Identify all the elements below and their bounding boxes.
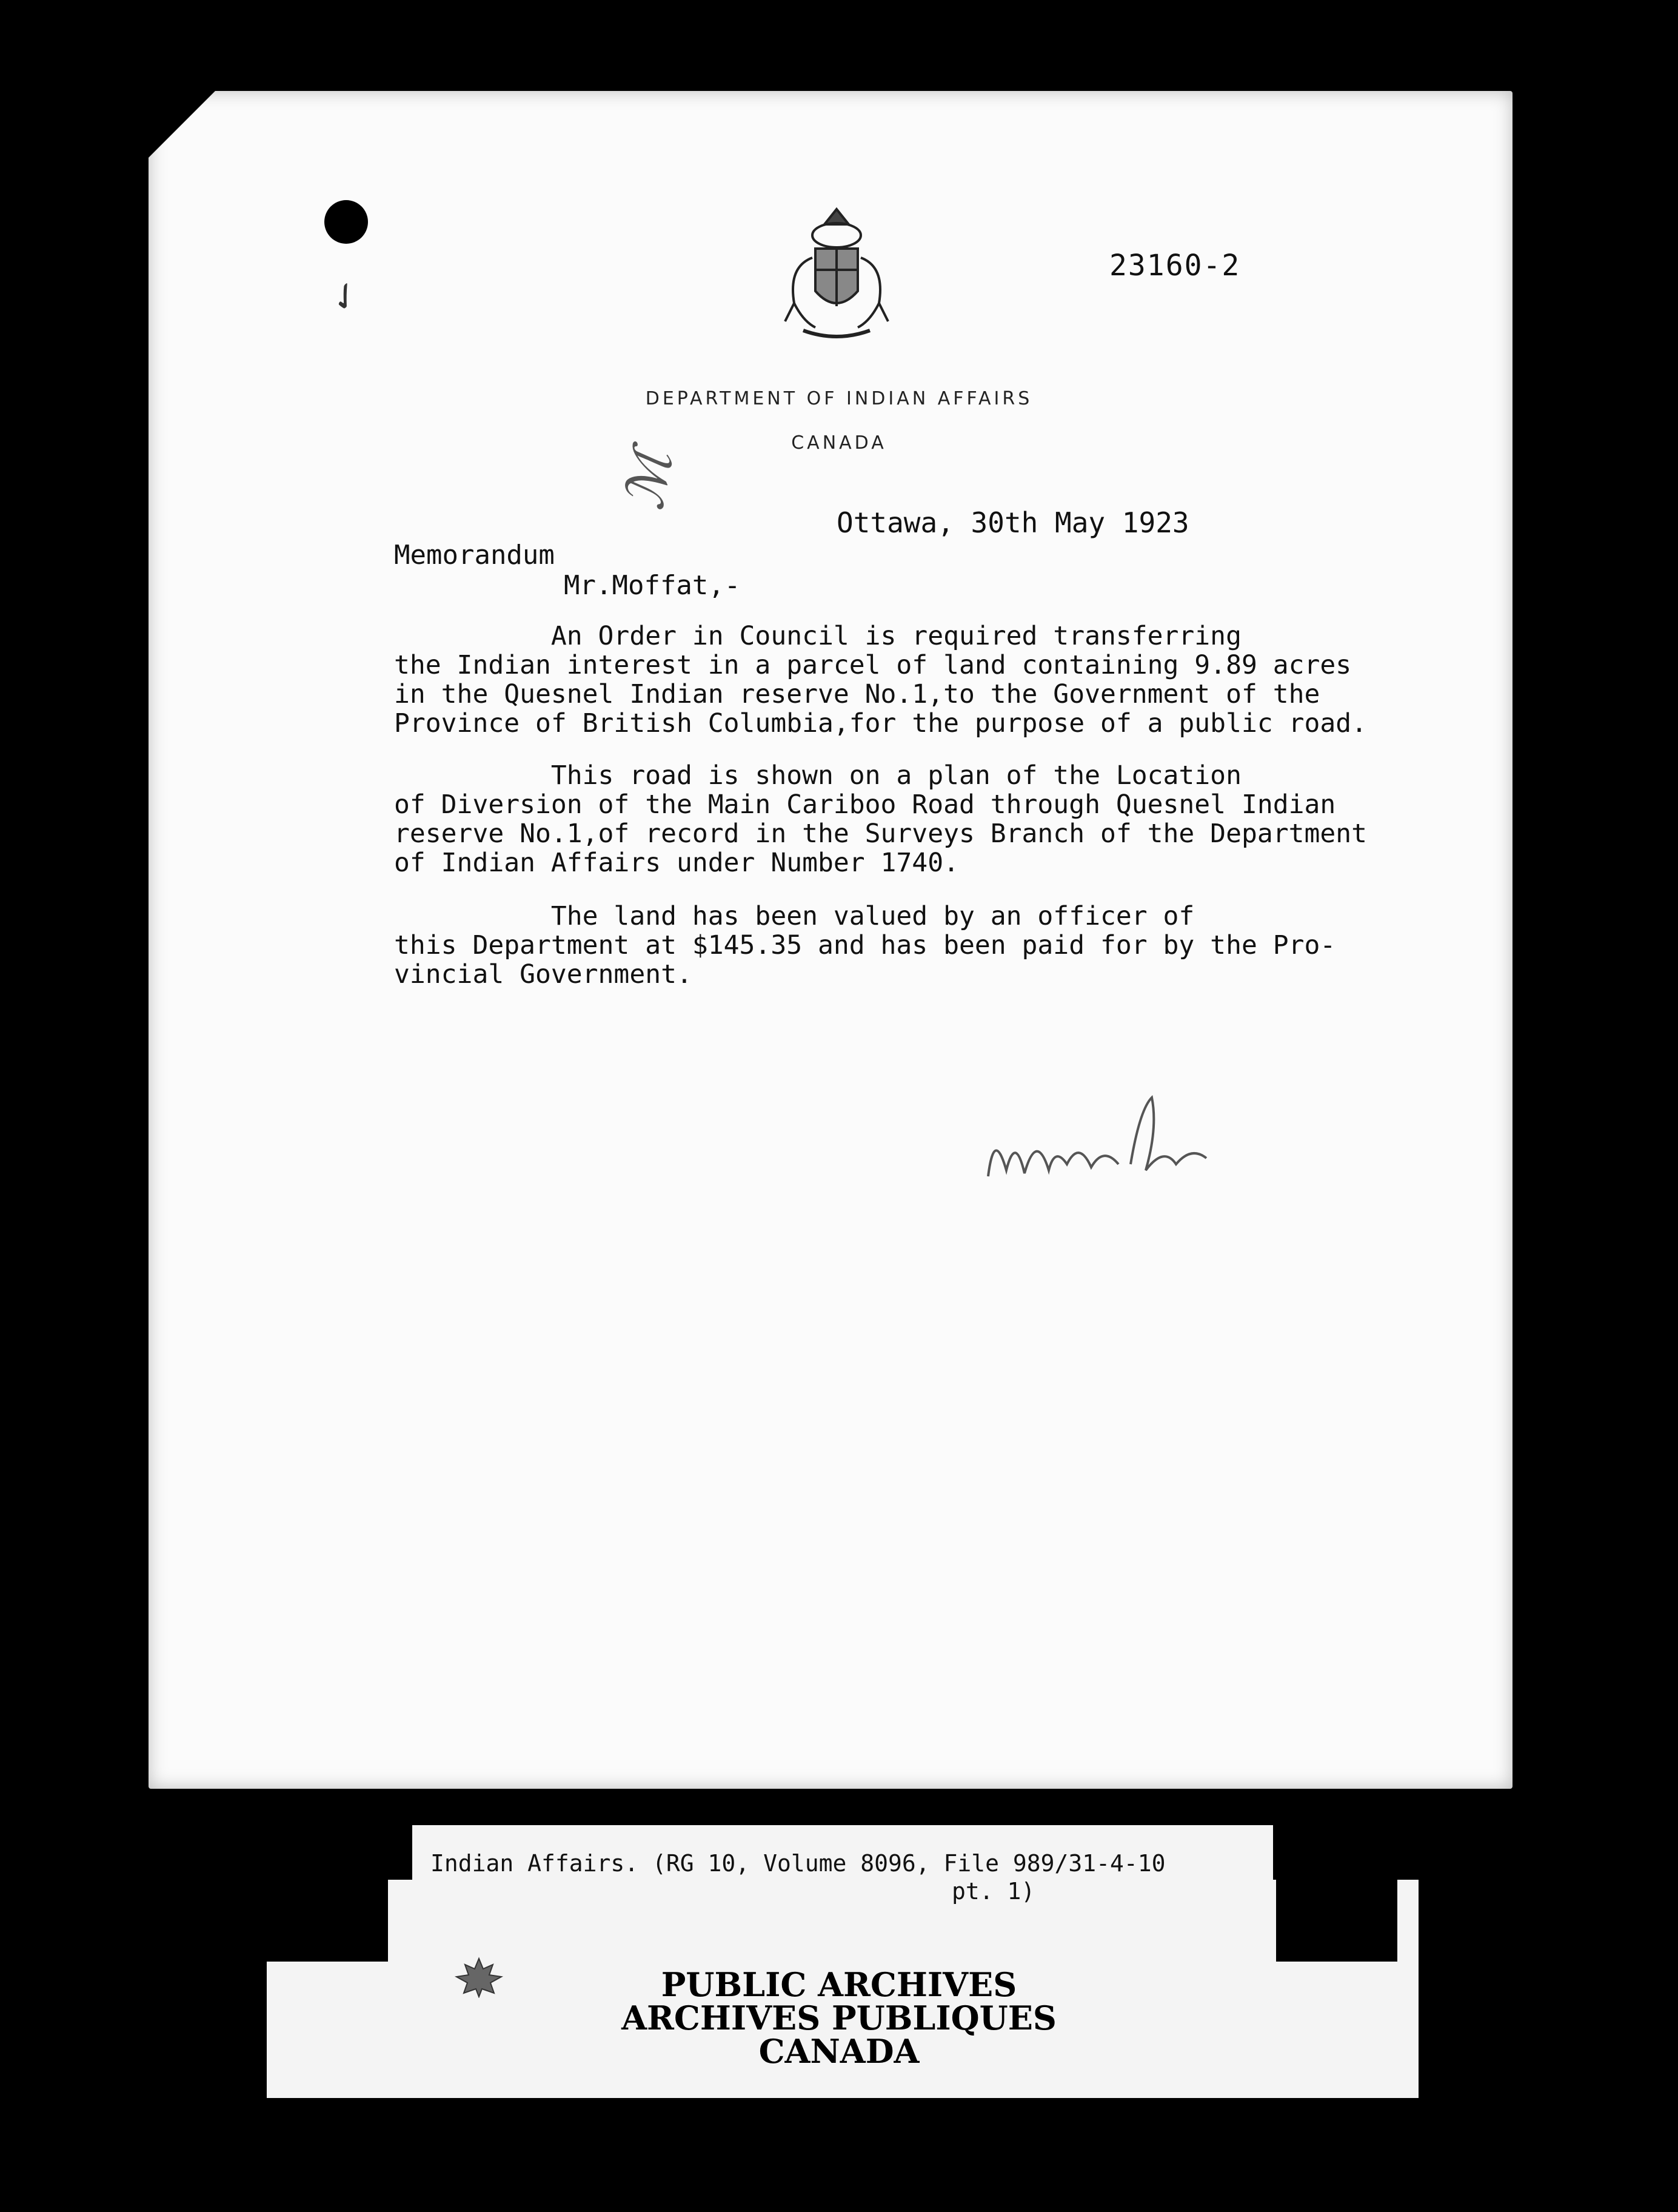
handwritten-initials: ℳ bbox=[612, 446, 686, 515]
citation-line: Indian Affairs. (RG 10, Volume 8096, File 989/31-4-10 bbox=[430, 1850, 1166, 1877]
band-notch bbox=[267, 1880, 388, 1962]
body-paragraph: An Order in Council is required transferring the Indian interest in a parcel of land containing 9.89 acres in the Quesnel Indian reserve No.1,to the Government of the Province of British Columbia,for the purpose of a public road. bbox=[394, 621, 1368, 739]
country-heading: CANADA bbox=[791, 432, 887, 454]
department-heading: DEPARTMENT OF INDIAN AFFAIRS bbox=[645, 388, 1033, 409]
addressee: Mr.Moffat,- bbox=[564, 570, 741, 601]
handwritten-signature bbox=[982, 1073, 1237, 1195]
archives-name-english: PUBLIC ARCHIVES bbox=[661, 1965, 1017, 2004]
archive-citation bbox=[430, 1849, 1267, 1905]
dateline: Ottawa, 30th May 1923 bbox=[837, 506, 1189, 539]
archives-name-french: ARCHIVES PUBLIQUES bbox=[621, 1999, 1057, 2037]
coat-of-arms-icon bbox=[770, 200, 903, 346]
band-notch bbox=[1276, 1880, 1397, 1962]
archives-country: CANADA bbox=[758, 2032, 920, 2071]
body-paragraph: The land has been valued by an officer of this Department at $145.35 and has been paid for by the Pro- vincial Government. bbox=[394, 901, 1336, 990]
folded-corner bbox=[149, 91, 215, 158]
memo-label: Memorandum bbox=[394, 540, 555, 571]
punch-hole bbox=[324, 200, 368, 244]
citation-line: pt. 1) bbox=[952, 1878, 1035, 1905]
margin-mark: ✓ bbox=[321, 270, 370, 324]
file-number: 23160-2 bbox=[1109, 249, 1241, 283]
body-paragraph: This road is shown on a plan of the Location of Diversion of the Main Cariboo Road through Quesnel Indian reserve No.1,of record in the Surveys Branch of the Department of Indian Affairs under Number 1740. bbox=[394, 760, 1368, 878]
